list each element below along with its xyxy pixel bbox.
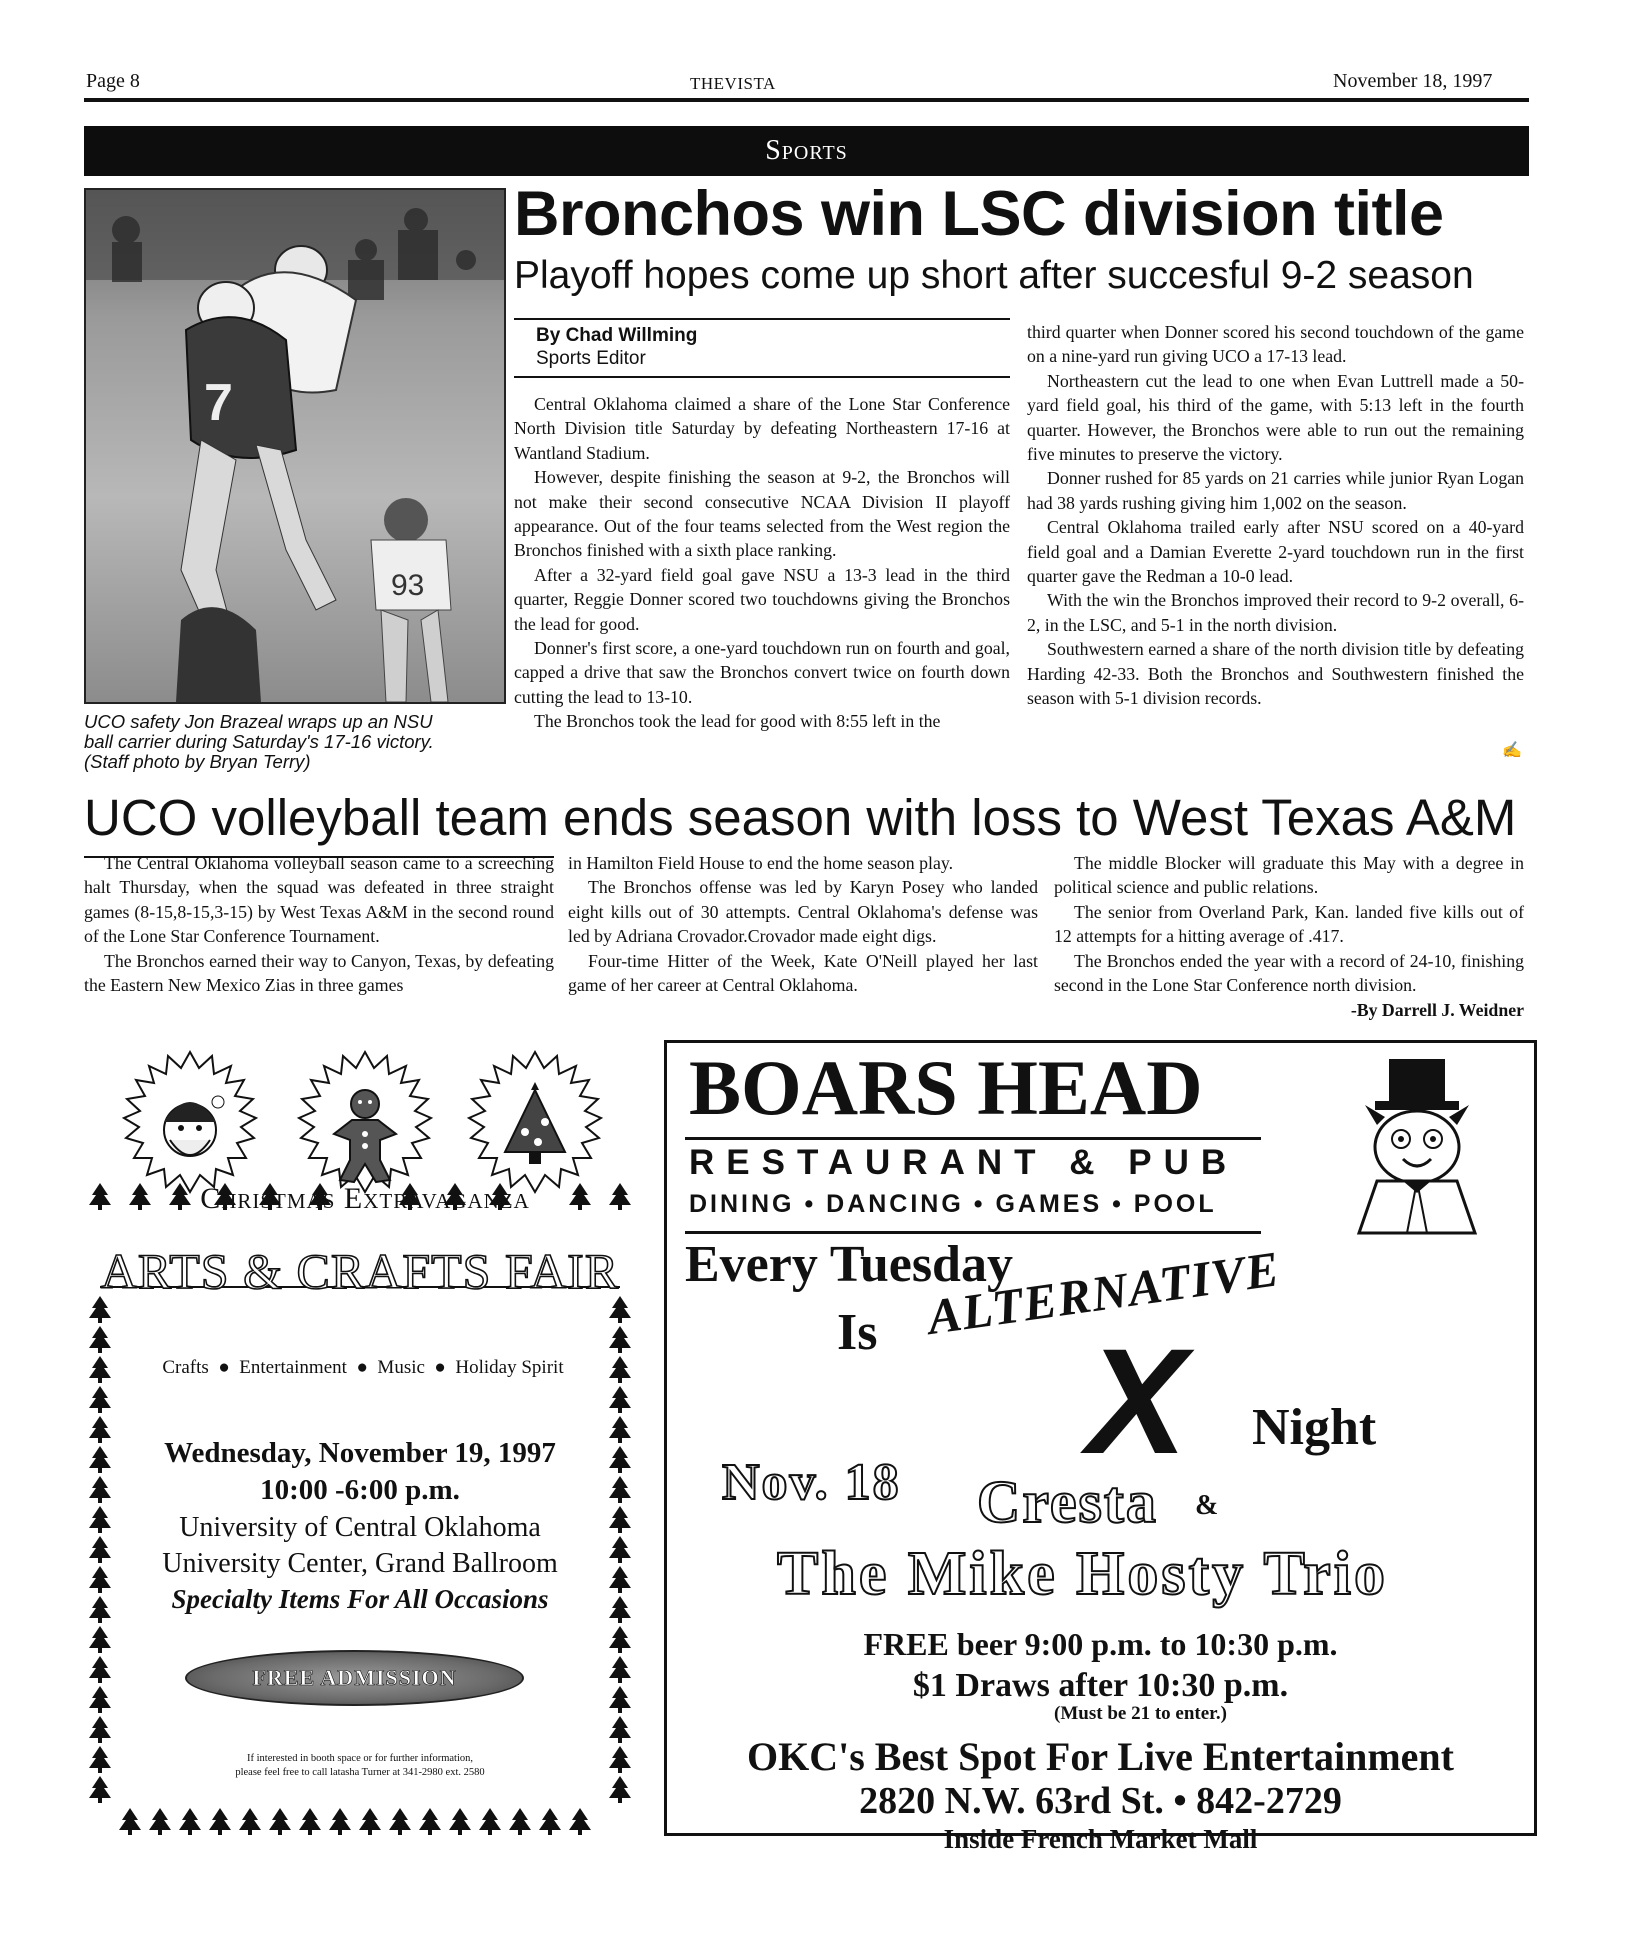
- feature-item: Holiday Spirit: [455, 1357, 564, 1378]
- booth-info: [180, 1752, 540, 1780]
- pine-tree-icon: [89, 1686, 111, 1713]
- pine-tree-icon: [389, 1808, 411, 1835]
- paragraph: The middle Blocker will graduate this May with a degree in political science and public relations.: [1054, 853, 1524, 898]
- pine-tree-icon: [329, 1808, 351, 1835]
- fineprint-line: If interested in booth space or for further information,: [247, 1753, 473, 1764]
- pine-tree-icon: [609, 1356, 631, 1383]
- paragraph: Donner's first score, a one-yard touchdown run on fourth and goal, capped a drive that saw the Bronchos convert twice on fourth down cutting the lead to 13-10.: [514, 638, 1010, 707]
- free-admission-badge: [185, 1650, 524, 1706]
- paragraph: Central Oklahoma trailed early after NSU scored on a 40-yard field goal and a Damian Everette 2-yard touchdown run in the first quarter gave the Redman a 10-0 lead.: [1027, 517, 1524, 587]
- every-tuesday: Every Tuesday: [685, 1236, 1013, 1293]
- event-venue: University of Central Oklahoma: [179, 1512, 541, 1543]
- title-rule: [685, 1137, 1261, 1140]
- bullet-icon: ●: [356, 1357, 368, 1378]
- boar-in-top-hat-icon: [1307, 1055, 1507, 1235]
- alternative-label: ALTERNATIVE: [924, 1240, 1284, 1346]
- pine-tree-icon: [89, 1326, 111, 1353]
- restaurant-subtitle: RESTAURANT & PUB: [689, 1143, 1239, 1182]
- pine-tree-icon: [609, 1626, 631, 1653]
- pine-tree-icon: [89, 1476, 111, 1503]
- pine-tree-icon: [609, 1566, 631, 1593]
- pine-tree-icon: [89, 1536, 111, 1563]
- boars-head-ad: [664, 1040, 1537, 1854]
- specialty-tagline: Specialty Items For All Occasions: [171, 1584, 549, 1614]
- svg-text:93: 93: [391, 569, 425, 602]
- pine-tree-icon: [89, 1506, 111, 1533]
- draws-line: $1 Draws after 10:30 p.m.: [912, 1667, 1289, 1704]
- pine-tree-icon: [149, 1808, 171, 1835]
- services-line: DINING • DANCING • GAMES • POOL: [689, 1190, 1217, 1218]
- feature-item: Entertainment: [239, 1357, 347, 1378]
- pine-tree-icon: [609, 1536, 631, 1563]
- pine-tree-icon: [89, 1716, 111, 1743]
- pine-tree-icon: [609, 1776, 631, 1803]
- lead-column-1: [514, 392, 1010, 734]
- paper-name: THEVISTA: [690, 74, 776, 93]
- photo-caption: [84, 712, 504, 772]
- pine-tree-icon: [89, 1656, 111, 1683]
- football-photo: [84, 188, 506, 704]
- caption-line: ball carrier during Saturday's 17-16 victory.: [84, 731, 434, 752]
- paragraph: The Bronchos offense was led by Karyn Posey who landed eight kills out of 30 attempts. Central Oklahoma's defense was led by Adriana Crovador.Crovador made eight digs.: [568, 877, 1038, 947]
- pine-tree-icon: [609, 1656, 631, 1683]
- volleyball-column-3: [1054, 851, 1524, 997]
- volleyball-signature: -By Darrell J. Weidner: [1350, 1000, 1524, 1020]
- pine-tree-icon: [609, 1596, 631, 1623]
- event-date: Wednesday, November 19, 1997: [164, 1437, 556, 1469]
- free-beer-line: FREE beer 9:00 p.m. to 10:30 p.m.: [863, 1626, 1338, 1662]
- pine-tree-icon: [89, 1776, 111, 1803]
- lead-deck: Playoff hopes come up short after succesful 9-2 season: [514, 254, 1474, 297]
- end-mark-icon: ✍: [1502, 742, 1522, 759]
- masthead-rule: [84, 98, 1529, 102]
- pine-tree-icon: [299, 1808, 321, 1835]
- pine-tree-icon: [609, 1746, 631, 1773]
- pine-tree-icon: [89, 1296, 111, 1323]
- pine-tree-icon: [449, 1808, 471, 1835]
- pine-tree-icon: [179, 1808, 201, 1835]
- paragraph: The Central Oklahoma volleyball season came to a screeching halt Thursday, when the squad was defeated in three straight games (8-15,8-15,3-15) by West Texas A&M in the second round of the Lone Star Conference Tournament.: [84, 853, 554, 947]
- byline-title: Sports Editor: [536, 348, 646, 369]
- pine-tree-icon: [609, 1506, 631, 1533]
- caption-line: UCO safety Jon Brazeal wraps up an NSU: [84, 711, 433, 732]
- lead-headline: Bronchos win LSC division title: [514, 179, 1444, 249]
- pine-tree-icon: [419, 1808, 441, 1835]
- section-title: Sports: [765, 135, 848, 166]
- volleyball-column-1: [84, 851, 554, 997]
- event-room: University Center, Grand Ballroom: [162, 1548, 558, 1579]
- pine-tree-icon: [539, 1808, 561, 1835]
- football-photo-image: [86, 190, 504, 702]
- pine-tree-icon: [89, 1566, 111, 1593]
- paragraph: After a 32-yard field goal gave NSU a 13-3 lead in the third quarter, Reggie Donner scored two touchdowns giving the Bronchos the lead for good.: [514, 564, 1010, 634]
- pine-tree-icon: [609, 1716, 631, 1743]
- paragraph: Donner rushed for 85 yards on 21 carries while junior Ryan Logan had 38 yards rushing giving him 1,002 on the season.: [1027, 468, 1524, 513]
- pine-tree-icon: [119, 1808, 141, 1835]
- pine-tree-icon: [609, 1476, 631, 1503]
- best-spot-line: OKC's Best Spot For Live Entertainment: [746, 1734, 1454, 1779]
- page-number: Page 8: [86, 70, 140, 92]
- paragraph: The Bronchos took the lead for good with 8:55 left in the: [534, 711, 941, 732]
- pine-tree-icon: [89, 1386, 111, 1413]
- byline-name: By Chad Willming: [536, 325, 698, 346]
- x-logo: X: [1087, 1317, 1188, 1485]
- pine-tree-icon: [609, 1326, 631, 1353]
- christmas-fair-ad: [80, 1042, 640, 1842]
- byline-rule-top: [514, 318, 1010, 320]
- age-requirement: (Must be 21 to enter.): [1054, 1703, 1227, 1724]
- act-cresta: Cresta: [977, 1469, 1158, 1535]
- pine-tree-icon: [209, 1808, 231, 1835]
- feature-list: [128, 1357, 598, 1379]
- night-label: Night: [1252, 1399, 1377, 1456]
- paragraph: Central Oklahoma claimed a share of the Lone Star Conference North Division title Saturday by defeating Northeastern 17-16 at Wantland Stadium.: [514, 394, 1010, 463]
- paragraph: Southwestern earned a share of the north division title by defeating Harding 42-33. Both the Bronchos and Southwestern finished the season with 5-1 division records.: [1027, 639, 1524, 709]
- pine-tree-icon: [89, 1746, 111, 1773]
- pine-tree-icon: [609, 1386, 631, 1413]
- volleyball-column-2: [568, 851, 1038, 997]
- pine-tree-icon: [479, 1808, 501, 1835]
- event-time: 10:00 -6:00 p.m.: [260, 1474, 460, 1506]
- pine-tree-icon: [89, 1446, 111, 1473]
- paragraph: However, despite finishing the season at 9-2, the Bronchos will not make their second consecutive NCAA Division II playoff appearance. Out of the four teams selected from the West region the Bronchos finished with a sixth place ranking.: [514, 467, 1010, 561]
- services-rule: [685, 1231, 1261, 1234]
- act-mike-hosty-trio: The Mike Hosty Trio: [777, 1540, 1388, 1608]
- fineprint-line: please feel free to call latasha Turner at 341-2980 ext. 2580: [235, 1767, 485, 1778]
- pine-tree-icon: [239, 1808, 261, 1835]
- address-phone: 2820 N.W. 63rd St. • 842-2729: [859, 1780, 1342, 1822]
- pine-tree-icon: [609, 1296, 631, 1323]
- pine-tree-icon: [609, 1686, 631, 1713]
- pine-tree-icon: [609, 1446, 631, 1473]
- arts-crafts-title: ARTS & CRAFTS FAIR: [100, 1243, 620, 1299]
- feature-item: Music: [377, 1357, 425, 1378]
- pine-tree-icon: [509, 1808, 531, 1835]
- pine-tree-icon: [89, 1626, 111, 1653]
- svg-text:7: 7: [204, 374, 233, 432]
- pine-tree-icon: [569, 1808, 591, 1835]
- location-line: Inside French Market Mall: [943, 1824, 1258, 1854]
- section-banner: [84, 126, 1529, 176]
- pine-tree-icon: [359, 1808, 381, 1835]
- is-label: Is: [837, 1304, 878, 1361]
- admission-label: FREE ADMISSION: [252, 1665, 457, 1690]
- lead-column-2: [1027, 320, 1524, 711]
- paragraph: With the win the Bronchos improved their record to 9-2 overall, 6-2, in the LSC, and 5-1 in the north division.: [1027, 590, 1524, 635]
- paragraph: in Hamilton Field House to end the home season play.: [568, 853, 954, 873]
- caption-line: (Staff photo by Bryan Terry): [84, 751, 311, 772]
- paragraph: The senior from Overland Park, Kan. landed five kills out of 12 attempts for a hitting average of .417.: [1054, 901, 1524, 947]
- paragraph: The Bronchos earned their way to Canyon, Texas, by defeating the Eastern New Mexico Zias in three games: [84, 950, 554, 996]
- pine-tree-icon: [269, 1808, 291, 1835]
- byline: [536, 324, 697, 370]
- paragraph: Four-time Hitter of the Week, Kate O'Neill played her last game of her career at Central Oklahoma.: [568, 950, 1038, 996]
- pine-tree-icon: [89, 1416, 111, 1443]
- volleyball-headline: UCO volleyball team ends season with loss to West Texas A&M: [84, 789, 1517, 846]
- pine-tree-icon: [89, 1596, 111, 1623]
- bullet-icon: ●: [218, 1357, 230, 1378]
- paragraph: The Bronchos ended the year with a record of 24-10, finishing second in the Lone Star Conference north division.: [1054, 950, 1524, 996]
- pine-tree-icon: [89, 1356, 111, 1383]
- ampersand: &: [1195, 1490, 1219, 1521]
- christmas-title: Christmas Extravaganza: [200, 1182, 530, 1215]
- boars-head-title: BOARS HEAD: [689, 1044, 1203, 1131]
- feature-item: Crafts: [162, 1357, 209, 1378]
- paragraph: Northeastern cut the lead to one when Evan Luttrell made a 50-yard field goal, his third of the game, with 5:13 left in the fourth quarter. However, the Bronchos were able to run out the remaining five minutes to preserve the victory.: [1027, 370, 1524, 465]
- issue-date: November 18, 1997: [1333, 70, 1493, 92]
- paragraph: third quarter when Donner scored his second touchdown of the game on a nine-yard run giving UCO a 17-13 lead.: [1027, 322, 1524, 367]
- pine-tree-icon: [609, 1416, 631, 1443]
- event-date: Nov. 18: [722, 1454, 901, 1511]
- bullet-icon: ●: [434, 1357, 446, 1378]
- byline-rule-bottom: [514, 376, 1010, 378]
